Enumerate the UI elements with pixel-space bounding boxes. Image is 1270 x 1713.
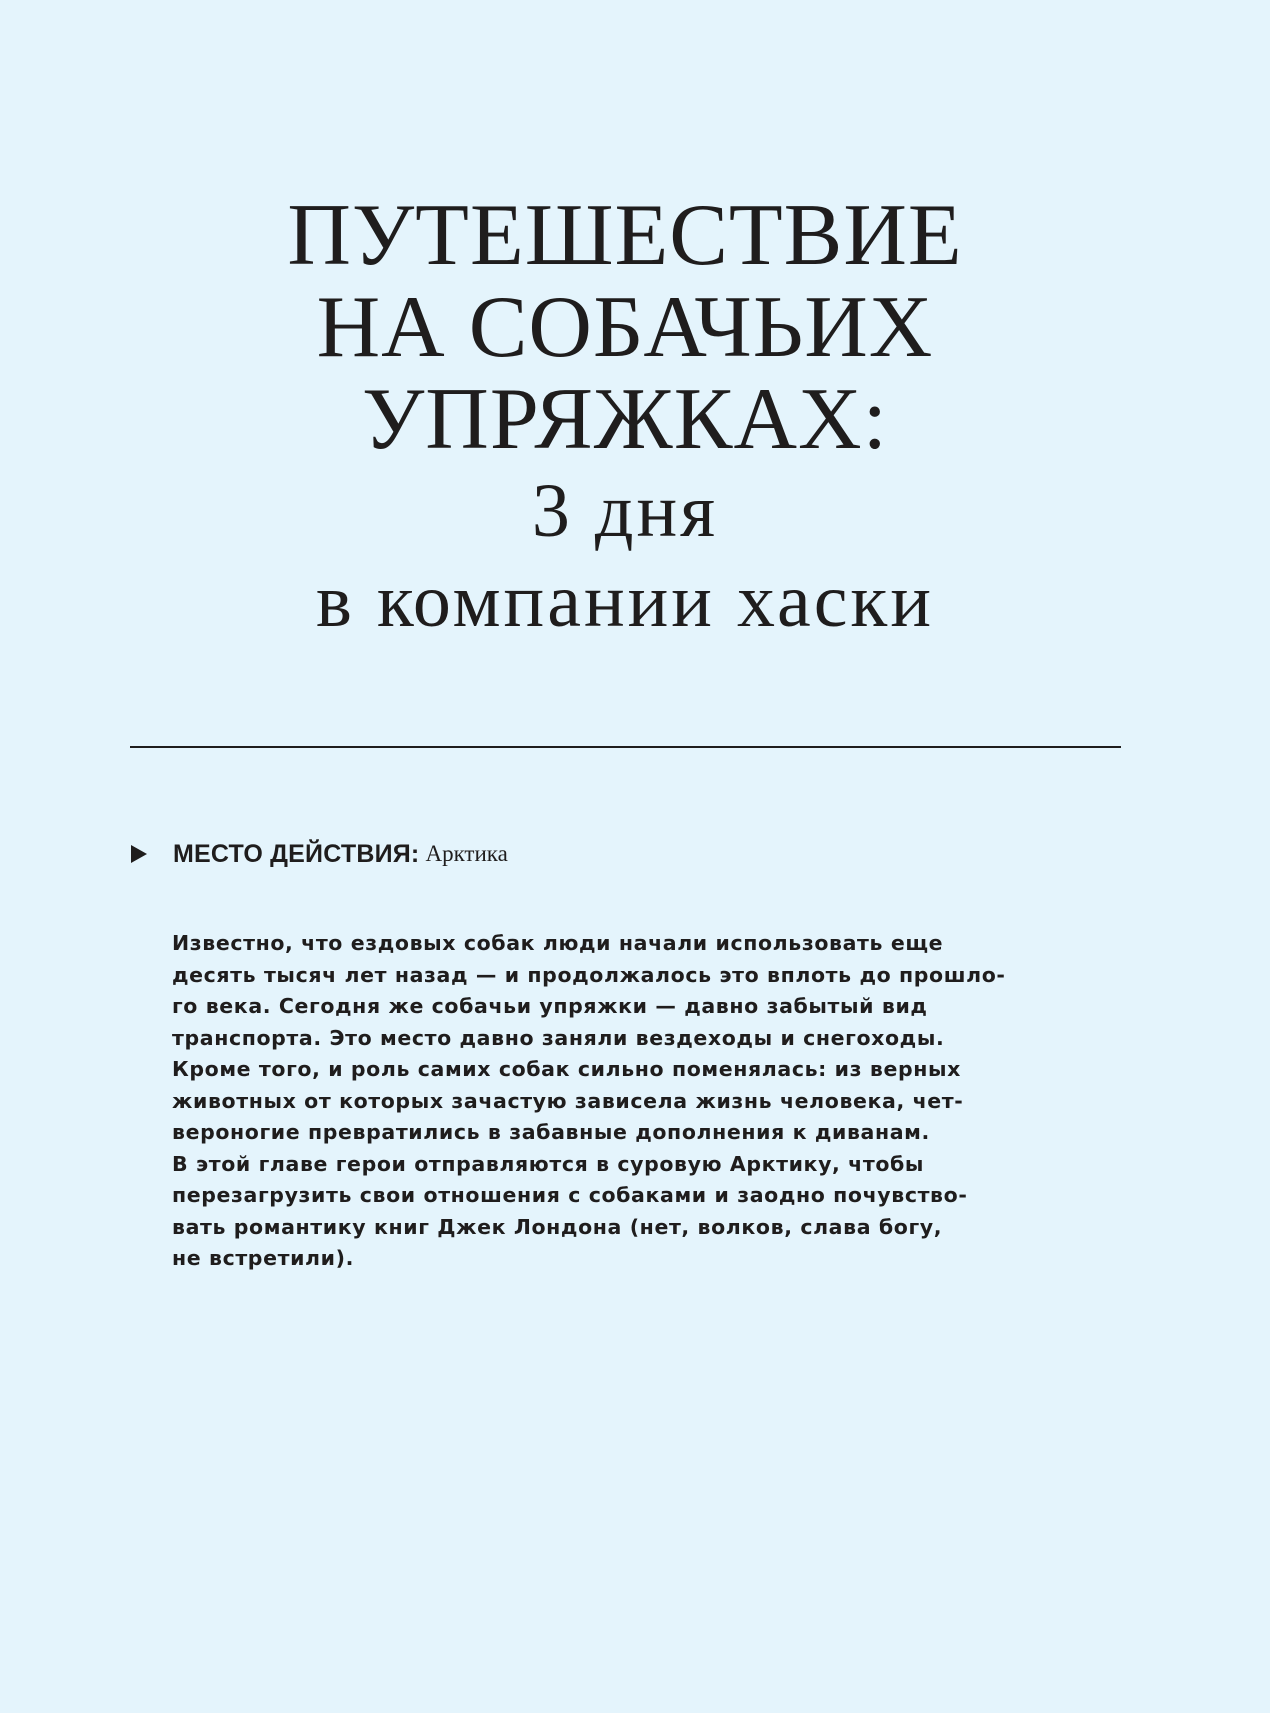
paragraph-line: не встретили). bbox=[172, 1246, 354, 1270]
intro-paragraph bbox=[172, 928, 1006, 1275]
title-line-1: ПУТЕШЕСТВИЕ bbox=[287, 187, 963, 284]
paragraph-line: вать романтику книг Джек Лондона (нет, волков, слава богу, bbox=[172, 1214, 943, 1239]
location-label: МЕСТО ДЕЙСТВИЯ: bbox=[173, 839, 420, 868]
title-line-5: в компании хаски bbox=[315, 559, 935, 643]
paragraph-line: десять тысяч лет назад — и продолжалось это вплоть до прошло- bbox=[172, 962, 1006, 987]
title-line-4: 3 дня bbox=[531, 469, 719, 553]
paragraph-line: В этой главе герои отправляются в суровую Арктику, чтобы bbox=[172, 1151, 925, 1176]
title-line-2: НА СОБАЧЬИХ bbox=[316, 279, 934, 376]
paragraph-line: вероногие превратились в забавные дополнения к диванам. bbox=[172, 1120, 930, 1144]
paragraph-line: перезагрузить свои отношения с собаками и заодно почувство- bbox=[172, 1183, 968, 1207]
horizontal-divider bbox=[130, 746, 1121, 748]
paragraph-line: Кроме того, и роль самих собак сильно поменялась: из верных bbox=[172, 1057, 961, 1081]
play-triangle-icon bbox=[131, 845, 147, 863]
paragraph-line: го века. Сегодня же собачьи упряжки — давно забытый вид bbox=[172, 994, 928, 1018]
location-value: Арктика bbox=[425, 841, 508, 866]
paragraph-line: транспорта. Это место давно заняли вездеходы и снегоходы. bbox=[172, 1025, 945, 1050]
chapter-title bbox=[0, 187, 1250, 646]
location-row bbox=[131, 835, 508, 873]
paragraph-line: Известно, что ездовых собак люди начали использовать еще bbox=[172, 931, 944, 955]
paragraph-line: животных от которых зачастую зависела жизнь человека, чет- bbox=[172, 1088, 964, 1113]
title-line-3: УПРЯЖКАХ: bbox=[361, 371, 889, 468]
